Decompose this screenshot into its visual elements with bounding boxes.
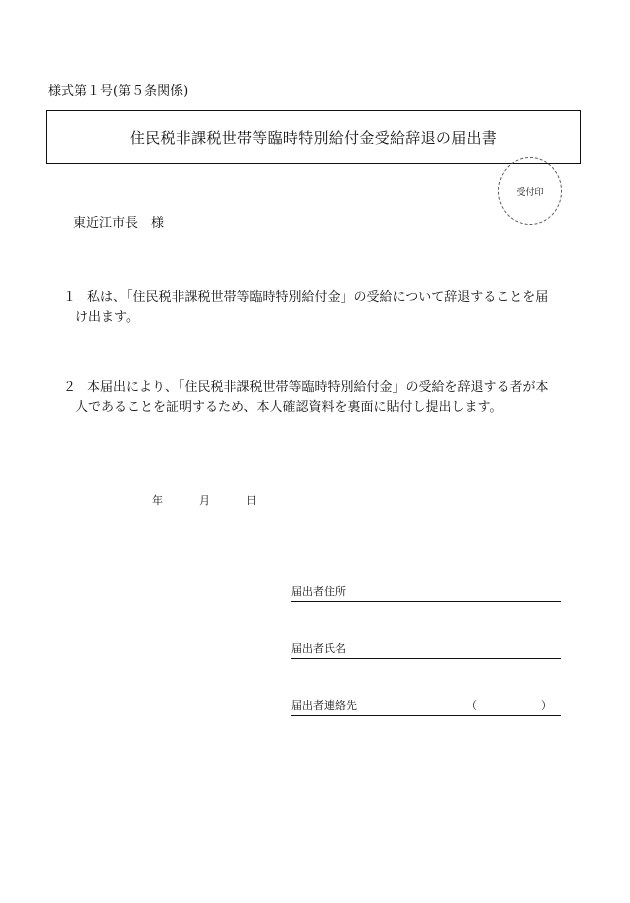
date-month-label: 月 (199, 494, 210, 507)
statement-item-1-text2: け出ます。 (75, 310, 139, 325)
statement-item-1-text1: 私は、「住民税非課税世帯等臨時特別給付金」の受給について辞退することを届 (87, 290, 549, 305)
applicant-address-label: 届出者住所 (291, 585, 346, 598)
applicant-contact-field[interactable] (291, 697, 561, 716)
date-year-label: 年 (152, 494, 163, 507)
date-day-label: 日 (246, 494, 257, 507)
addressee: 東近江市長 様 (73, 216, 165, 231)
contact-paren-open: （ (466, 699, 477, 712)
reception-stamp-label: 受付印 (516, 187, 544, 198)
applicant-address-field[interactable] (291, 583, 561, 602)
applicant-name-field[interactable] (291, 640, 561, 659)
contact-paren-close: ） (541, 699, 552, 712)
document-title: 住民税非課税世帯等臨時特別給付金受給辞退の届出書 (129, 128, 498, 147)
statement-item-1-number: １ (63, 290, 77, 305)
applicant-contact-label: 届出者連絡先 (291, 699, 357, 712)
statement-item-1-line1 (63, 288, 563, 308)
document-title-box (46, 110, 581, 164)
applicant-name-label: 届出者氏名 (291, 642, 346, 655)
statement-item-2 (63, 378, 563, 418)
statement-item-2-text1: 本届出により、「住民税非課税世帯等臨時特別給付金」の受給を辞退する者が本 (87, 380, 549, 395)
statement-item-2-line1 (63, 378, 563, 398)
form-number: 様式第１号(第５条関係) (48, 84, 189, 99)
statement-item-2-text2: 人であることを証明するため、本人確認資料を裏面に貼付し提出します。 (75, 400, 503, 415)
reception-stamp-circle (498, 157, 562, 225)
statement-item-1 (63, 288, 563, 328)
statement-item-2-number: ２ (63, 380, 77, 395)
